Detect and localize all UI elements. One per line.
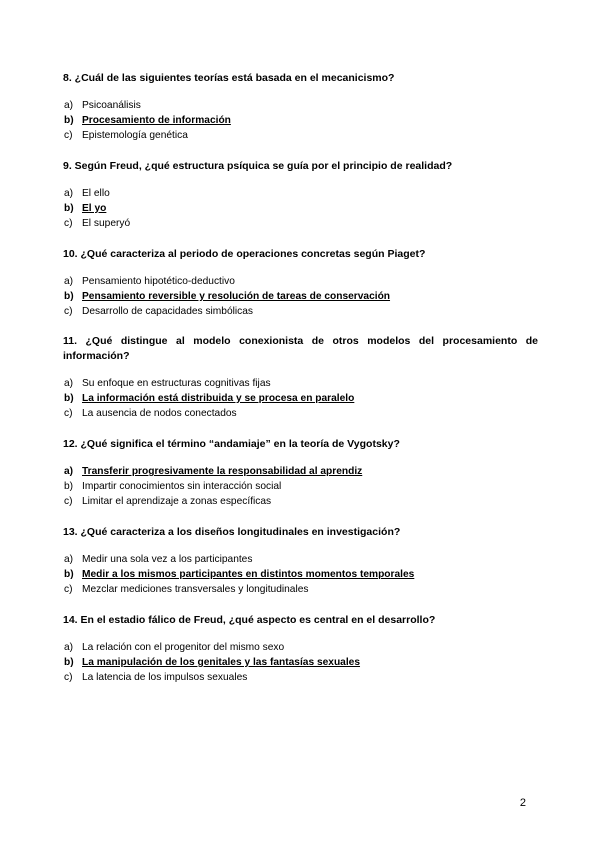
question-9 bbox=[63, 159, 538, 231]
option-b-correct: b) La manipulación de los genitales y las fantasías sexuales bbox=[64, 657, 361, 668]
question-12 bbox=[63, 437, 538, 509]
option-a: a) Psicoanálisis bbox=[64, 100, 141, 111]
question-8 bbox=[63, 71, 538, 143]
question-title: 11. ¿Qué distingue al modelo conexionista de otros modelos del procesamiento de información? bbox=[63, 335, 538, 362]
option-b-correct: b) Pensamiento reversible y resolución de tareas de conservación bbox=[64, 291, 391, 302]
question-title: 10. ¿Qué caracteriza al periodo de operaciones concretas según Piaget? bbox=[63, 248, 426, 260]
option-b: b) Impartir conocimientos sin interacción social bbox=[64, 481, 282, 492]
option-a: a) El ello bbox=[64, 188, 110, 199]
page-number: 2 bbox=[519, 797, 526, 809]
option-a: a) La relación con el progenitor del mismo sexo bbox=[64, 642, 285, 653]
option-c: c) El superyó bbox=[64, 218, 131, 229]
option-b-correct: b) El yo bbox=[64, 203, 107, 214]
question-title: 8. ¿Cuál de las siguientes teorías está basada en el mecanicismo? bbox=[63, 72, 395, 84]
option-c: c) Mezclar mediciones transversales y longitudinales bbox=[64, 584, 309, 595]
option-b-correct: b) Procesamiento de información bbox=[64, 115, 231, 126]
option-c: c) Desarrollo de capacidades simbólicas bbox=[64, 306, 254, 317]
question-10 bbox=[63, 247, 538, 319]
question-11 bbox=[63, 334, 538, 421]
option-c: c) Limitar el aprendizaje a zonas específicas bbox=[64, 496, 272, 507]
question-title: 9. Según Freud, ¿qué estructura psíquica se guía por el principio de realidad? bbox=[63, 160, 453, 172]
question-13 bbox=[63, 525, 538, 597]
option-a-correct: a) Transferir progresivamente la responsabilidad al aprendiz bbox=[64, 466, 363, 477]
option-b-correct: b) Medir a los mismos participantes en distintos momentos temporales bbox=[64, 569, 415, 580]
option-a: a) Medir una sola vez a los participantes bbox=[64, 554, 253, 565]
option-a: a) Pensamiento hipotético-deductivo bbox=[64, 276, 235, 287]
option-c: c) Epistemología genética bbox=[64, 130, 188, 141]
question-title: 12. ¿Qué significa el término “andamiaje” en la teoría de Vygotsky? bbox=[63, 438, 400, 450]
option-c: c) La ausencia de nodos conectados bbox=[64, 408, 237, 419]
question-title: 14. En el estadio fálico de Freud, ¿qué aspecto es central en el desarrollo? bbox=[63, 614, 436, 626]
option-b-correct: b) La información está distribuida y se procesa en paralelo bbox=[64, 393, 355, 404]
question-title: 13. ¿Qué caracteriza a los diseños longitudinales en investigación? bbox=[63, 526, 401, 538]
question-14 bbox=[63, 613, 538, 685]
option-c: c) La latencia de los impulsos sexuales bbox=[64, 672, 248, 683]
option-a: a) Su enfoque en estructuras cognitivas fijas bbox=[64, 378, 271, 389]
